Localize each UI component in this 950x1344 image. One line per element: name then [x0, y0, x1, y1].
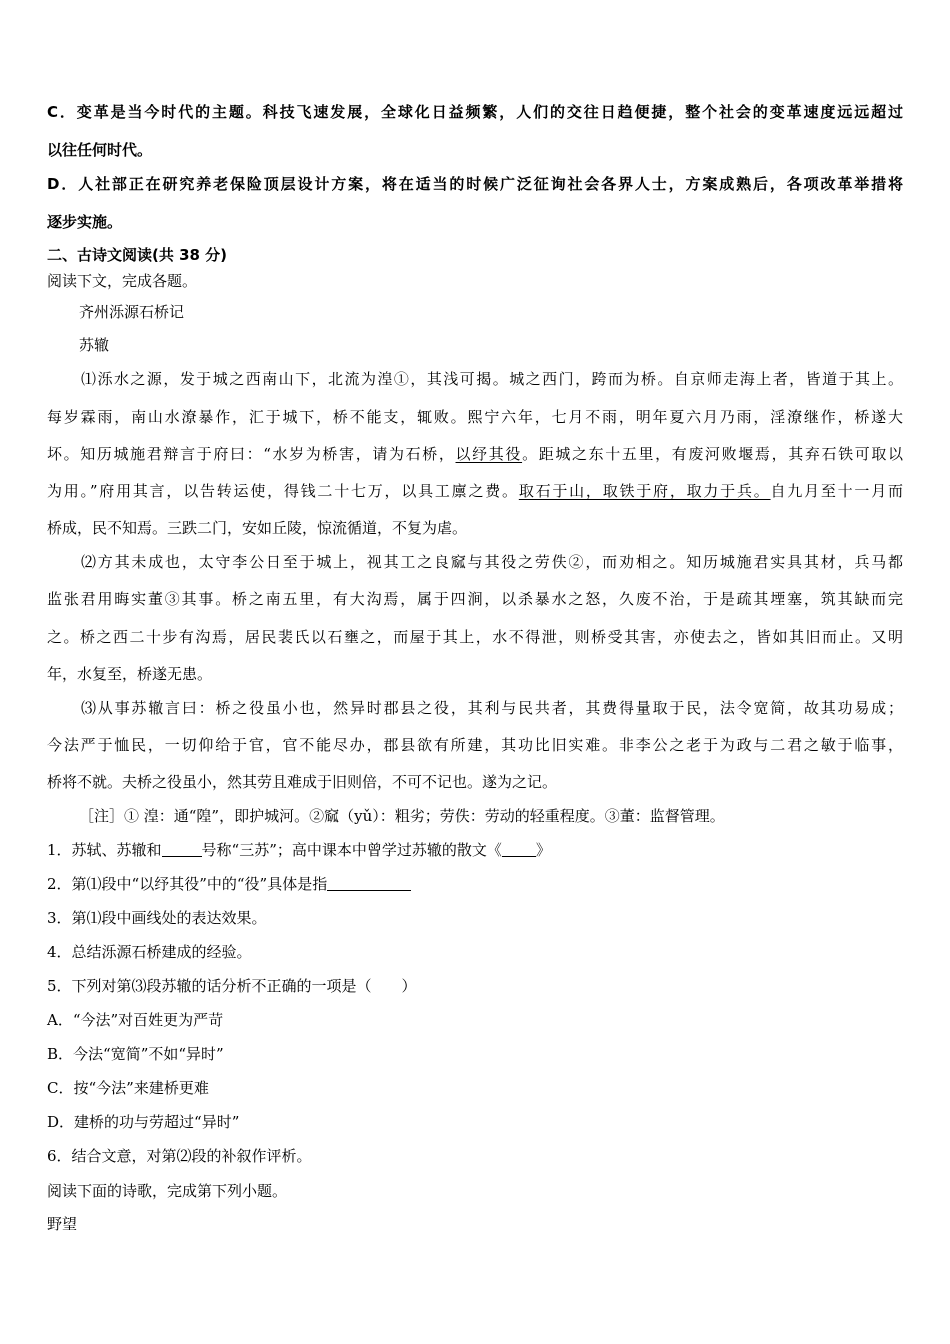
option-d-line2: 逐步实施。: [47, 213, 123, 231]
option-c-line1: C．变革是当今时代的主题。科技飞速发展，全球化日益频繁，人们的交往日趋便捷，整个社会的变革速度远远超过: [47, 103, 903, 121]
answer-blank[interactable]: [327, 890, 411, 891]
option-c-line2: 以往任何时代。: [47, 141, 153, 159]
choice-a: A．“今法”对百姓更为严苛: [47, 1011, 224, 1029]
p2-line3: 之。桥之西二十步有沟焉，居民裴氏以石壅之，而屋于其上，水不得泄，则桥受其害，亦使去之，皆如其旧而止。又明: [47, 628, 903, 646]
p2-line4: 年，水复至，桥遂无患。: [47, 665, 213, 683]
choice-d: D．建桥的功与劳超过“异时”: [47, 1113, 240, 1131]
p1-line2: 每岁霖雨，南山水潦暴作，汇于城下，桥不能支，辄败。熙宁六年，七月不雨，明年夏六月乃雨，淫潦继作，桥遂大: [47, 408, 903, 426]
p2-line2: 监张君用晦实董③其事。桥之南五里，有大沟焉，属于四涧，以杀暴水之怒，久废不治，于是疏其堙塞，筑其缺而完: [47, 590, 903, 608]
choice-b: B．今法“宽简”不如“异时”: [47, 1045, 224, 1063]
section-instruction: 阅读下文，完成各题。: [47, 272, 198, 290]
question-3: 3．第⑴段中画线处的表达效果。: [47, 909, 267, 927]
annotation-note: ［注］① 湟：通“隍”，即护城河。②窳（yǔ）：粗劣；劳佚：劳动的轻重程度。③董：监督管理。: [79, 807, 725, 825]
underlined-sentence: 取石于山，取铁于府，取力于兵。: [518, 482, 771, 500]
question-1: 1．苏轼、苏辙和 号称“三苏”；高中课本中曾学过苏辙的散文《 》: [47, 841, 551, 859]
choice-c: C．按“今法”来建桥更难: [47, 1079, 209, 1097]
question-2: 2．第⑴段中“以纾其役”中的“役”具体是指: [47, 874, 903, 894]
p1-line3: 坏。知历城施君辩言于府曰：“水岁为桥害，请为石桥，以纾其役。距城之东十五里，有废河败堰焉，其弃石铁可取以: [47, 445, 903, 463]
p1-line1: ⑴泺水之源，发于城之西南山下，北流为湟①，其浅可揭。城之西门，跨而为桥。自京师走海上者，皆道于其上。: [81, 370, 903, 388]
question-6: 6．结合文意，对第⑵段的补叙作评析。: [47, 1147, 312, 1165]
question-5: 5．下列对第⑶段苏辙的话分析不正确的一项是（ ）: [47, 977, 417, 995]
poem-instruction: 阅读下面的诗歌，完成第下列小题。: [47, 1182, 288, 1200]
underlined-phrase: 以纾其役: [455, 445, 523, 463]
option-d-line1: D．人社部正在研究养老保险顶层设计方案，将在适当的时候广泛征询社会各界人士，方案成熟后，各项改革举措将: [47, 175, 903, 193]
poem-title: 野望: [47, 1215, 78, 1233]
answer-blank[interactable]: [502, 856, 536, 857]
p3-line2: 今法严于恤民，一切仰给于官，官不能尽办，郡县欲有所建，其功比旧实难。非李公之老于为政与二君之敏于临事，: [47, 736, 903, 754]
section-heading: 二、古诗文阅读(共 38 分): [47, 246, 228, 264]
p1-line5: 桥成，民不知焉。三跌二门，安如丘陵，惊流循道，不复为虐。: [47, 519, 468, 537]
p2-line1: ⑵方其未成也，太守李公日至于城上，视其工之良窳与其役之劳佚②，而劝相之。知历城施君实具其材，兵马都: [81, 553, 903, 571]
answer-blank[interactable]: [162, 856, 202, 857]
p3-line1: ⑶从事苏辙言曰：桥之役虽小也，然异时郡县之役，其利与民共者，其费得量取于民，法令宽简，故其功易成；: [81, 699, 903, 717]
question-4: 4．总结泺源石桥建成的经验。: [47, 943, 252, 961]
p3-line3: 桥将不就。夫桥之役虽小，然其劳且难成于旧则倍，不可不记也。遂为之记。: [47, 773, 558, 791]
essay-author: 苏辙: [79, 336, 110, 354]
p1-line4: 为用。”府用其言，以告转运使，得钱二十七万，以具工廪之费。取石于山，取铁于府，取力于兵。自九月至十一月而: [47, 482, 903, 500]
essay-title: 齐州泺源石桥记: [79, 303, 185, 321]
